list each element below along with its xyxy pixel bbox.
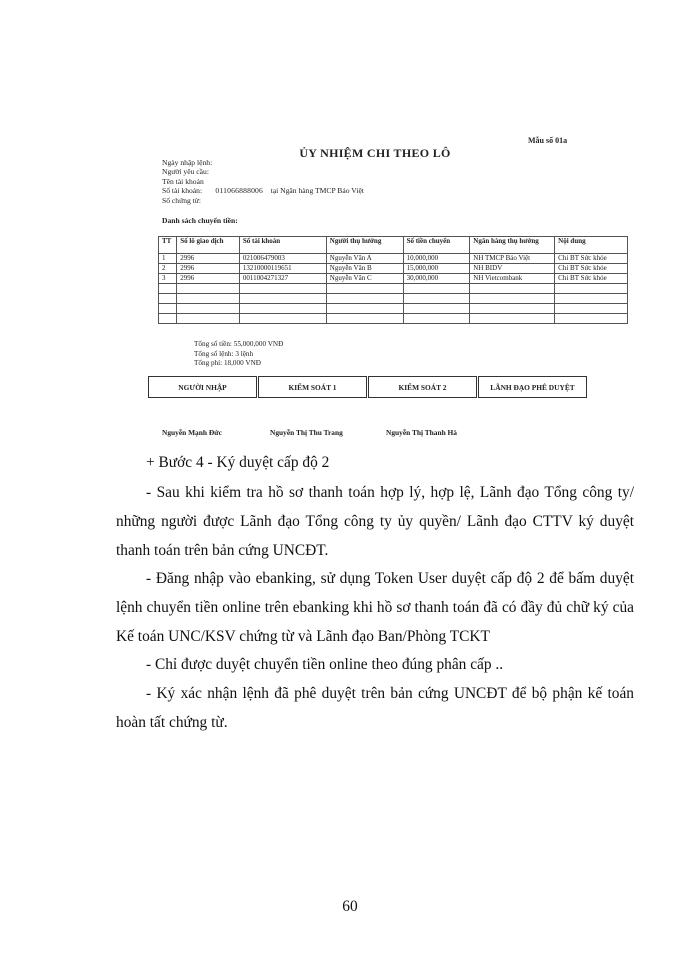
paragraph-2: - Đăng nhập vào ebanking, sử dụng Token User duyệt cấp độ 2 để bấm duyệt lệnh chuyển tiền online trên ebanking khi hồ sơ thanh toán đã có đầy đủ chữ ký của Kế toán UNC/KSV chứng từ và Lãnh đạo Ban/Phòng TCKT <box>116 570 634 645</box>
total-orders: Tổng số lệnh: 3 lệnh <box>194 349 254 358</box>
paragraph-4: - Ký xác nhận lệnh đã phê duyệt trên bản cứng UNCĐT để bộ phận kế toán hoàn tất chứng từ. <box>116 685 634 731</box>
signer-names <box>162 428 582 437</box>
table-header-row <box>159 237 628 254</box>
entry-date-label: Ngày nhập lệnh: <box>162 158 213 167</box>
table-cell: Nguyễn Văn B <box>326 264 403 274</box>
table-cell: Chi BT Sức khỏe <box>555 274 628 284</box>
totals-block <box>194 340 283 369</box>
table-row-empty <box>159 304 628 314</box>
table-cell: 30,000,000 <box>403 274 470 284</box>
table-row <box>159 264 628 274</box>
sign-box-control-2: KIỂM SOÁT 2 <box>368 376 477 398</box>
account-number-line <box>162 186 364 195</box>
form-meta <box>162 158 364 205</box>
form-code: Mẫu số 01a <box>528 136 568 145</box>
signature-boxes <box>148 376 588 398</box>
table-cell: 13210000119651 <box>239 264 326 274</box>
table-cell: Chi BT Sức khỏe <box>555 254 628 264</box>
table-cell: NH TMCP Bảo Việt <box>470 254 555 264</box>
table-header: Ngân hàng thụ hưởng <box>470 237 555 254</box>
table-cell: 2996 <box>177 264 240 274</box>
form-title: ỦY NHIỆM CHI THEO LÔ <box>299 146 451 160</box>
table-cell: 0011004271327 <box>239 274 326 284</box>
bank-text: tại Ngân hàng TMCP Bảo Việt <box>270 186 364 196</box>
table-cell: 2996 <box>177 254 240 264</box>
account-no-label: Số tài khoản: <box>162 186 203 196</box>
table-cell: 021006479003 <box>239 254 326 264</box>
table-cell: NH Vietcombank <box>470 274 555 284</box>
table-cell: 2 <box>159 264 177 274</box>
sign-box-approval: LÃNH ĐẠO PHÊ DUYỆT <box>478 376 587 398</box>
table-header: Số lô giao dịch <box>177 237 240 254</box>
page-number: 60 <box>342 898 358 915</box>
step-heading: + Bước 4 - Ký duyệt cấp độ 2 <box>146 454 330 471</box>
signer-name: Nguyễn Thị Thanh Hà <box>386 428 457 437</box>
transfer-table <box>158 236 628 324</box>
table-row-empty <box>159 314 628 324</box>
table-cell: Chi BT Sức khỏe <box>555 264 628 274</box>
account-no-value: 011066888006 <box>215 186 264 196</box>
table-header: Số tài khoản <box>239 237 326 254</box>
requester-label: Người yêu cầu: <box>162 167 209 177</box>
table-row-empty <box>159 284 628 294</box>
voucher-label: Số chứng từ: <box>162 195 202 205</box>
table-row <box>159 254 628 264</box>
table-header: TT <box>159 237 177 254</box>
table-row-empty <box>159 294 628 304</box>
table-cell: 1 <box>159 254 177 264</box>
account-name-label: Tên tài khoản <box>162 176 204 186</box>
table-cell: NH BIDV <box>470 264 555 274</box>
table-cell: 3 <box>159 274 177 284</box>
table-cell: 2996 <box>177 274 240 284</box>
table-header: Số tiền chuyển <box>403 237 470 254</box>
sign-box-control-1: KIỂM SOÁT 1 <box>258 376 367 398</box>
signer-name: Nguyễn Thị Thu Trang <box>270 428 343 437</box>
paragraph-1: - Sau khi kiểm tra hồ sơ thanh toán hợp lý, hợp lệ, Lãnh đạo Tổng công ty/ những người được Lãnh đạo Tổng công ty ủy quyền/ Lãnh đạo CTTV ký duyệt thanh toán trên bản cứng UNCĐT. <box>116 484 634 559</box>
paragraph-3: - Chỉ được duyệt chuyển tiền online theo đúng phân cấp .. <box>146 656 504 673</box>
table-row <box>159 274 628 284</box>
table-header: Người thụ hưởng <box>326 237 403 254</box>
table-cell: Nguyễn Văn C <box>326 274 403 284</box>
sign-box-entry: NGƯỜI NHẬP <box>148 376 257 398</box>
table-cell: 10,000,000 <box>403 254 470 264</box>
total-amount: Tổng số tiền: 55,000,000 VNĐ <box>194 340 284 348</box>
table-cell: 15,000,000 <box>403 264 470 274</box>
total-fee: Tổng phí: 18,000 VNĐ <box>194 359 261 368</box>
payment-order-form <box>140 128 610 450</box>
table-cell: Nguyễn Văn A <box>326 254 403 264</box>
transfer-list-title: Danh sách chuyển tiền: <box>162 216 238 225</box>
table-header: Nội dung <box>555 237 628 254</box>
signer-name: Nguyễn Mạnh Đức <box>162 428 222 437</box>
